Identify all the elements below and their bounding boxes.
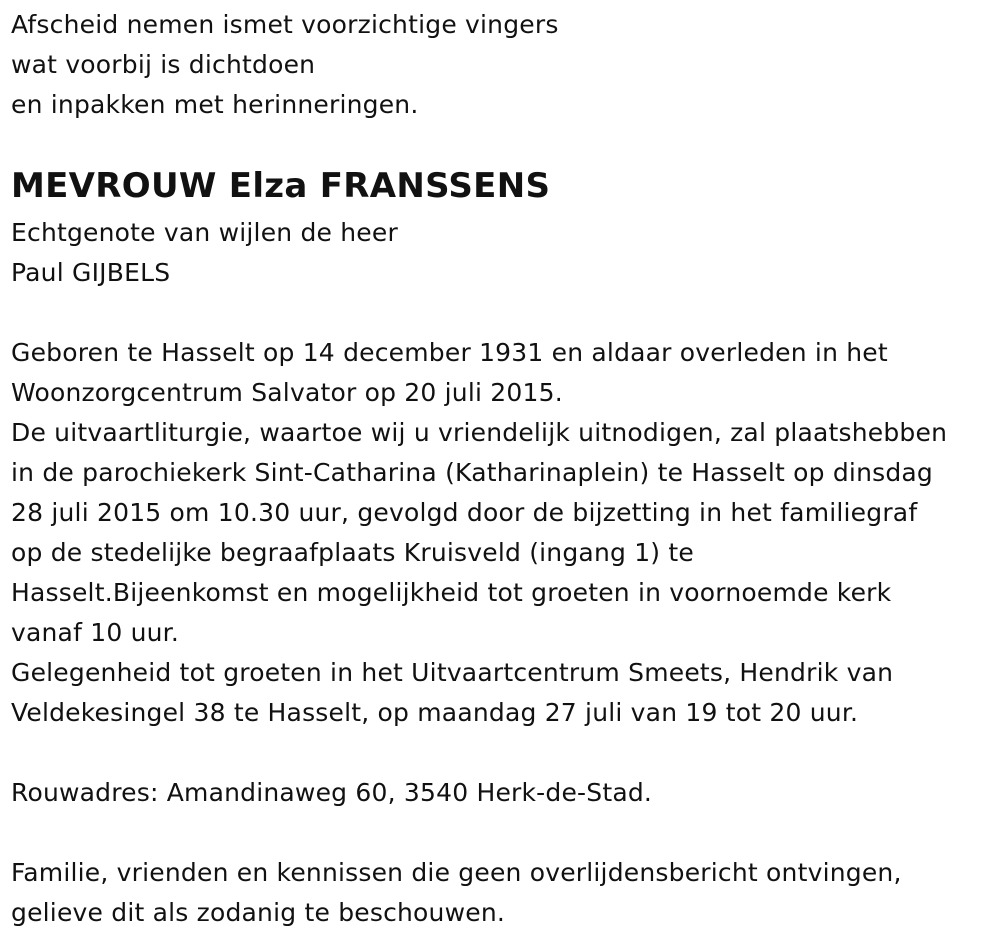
poem [11,5,559,125]
closing-notice [11,853,902,933]
relation-line: Echtgenote van wijlen de heer [11,218,398,247]
body-line: Hasselt.Bijeenkomst en mogelijkheid tot groeten in voornoemde kerk [11,578,892,607]
notice-line: gelieve dit als zodanig te beschouwen. [11,898,506,927]
relation-line: Paul GIJBELS [11,258,171,287]
mourning-address [11,773,652,813]
deceased-name: MEVROUW Elza FRANSSENS [11,166,551,206]
body-line: in de parochiekerk Sint-Catharina (Katharinaplein) te Hasselt op dinsdag [11,458,933,487]
body-line: Woonzorgcentrum Salvator op 20 juli 2015. [11,378,563,407]
poem-line: en inpakken met herinneringen. [11,90,419,119]
body-line: 28 juli 2015 om 10.30 uur, gevolgd door de bijzetting in het familiegraf [11,498,918,527]
body-line: Veldekesingel 38 te Hasselt, op maandag 27 juli van 19 tot 20 uur. [11,698,859,727]
body-line: Geboren te Hasselt op 14 december 1931 en aldaar overleden in het [11,338,888,367]
poem-line: wat voorbij is dichtdoen [11,50,316,79]
poem-line: Afscheid nemen ismet voorzichtige vingers [11,10,559,39]
obituary-body [11,333,947,733]
notice-line: Familie, vrienden en kennissen die geen overlijdensbericht ontvingen, [11,858,902,887]
body-line: vanaf 10 uur. [11,618,180,647]
body-line: op de stedelijke begraafplaats Kruisveld (ingang 1) te [11,538,694,567]
body-line: De uitvaartliturgie, waartoe wij u vriendelijk uitnodigen, zal plaatshebben [11,418,948,447]
body-line: Gelegenheid tot groeten in het Uitvaartcentrum Smeets, Hendrik van [11,658,894,687]
address-line: Rouwadres: Amandinaweg 60, 3540 Herk-de-Stad. [11,778,653,807]
relation [11,213,398,293]
